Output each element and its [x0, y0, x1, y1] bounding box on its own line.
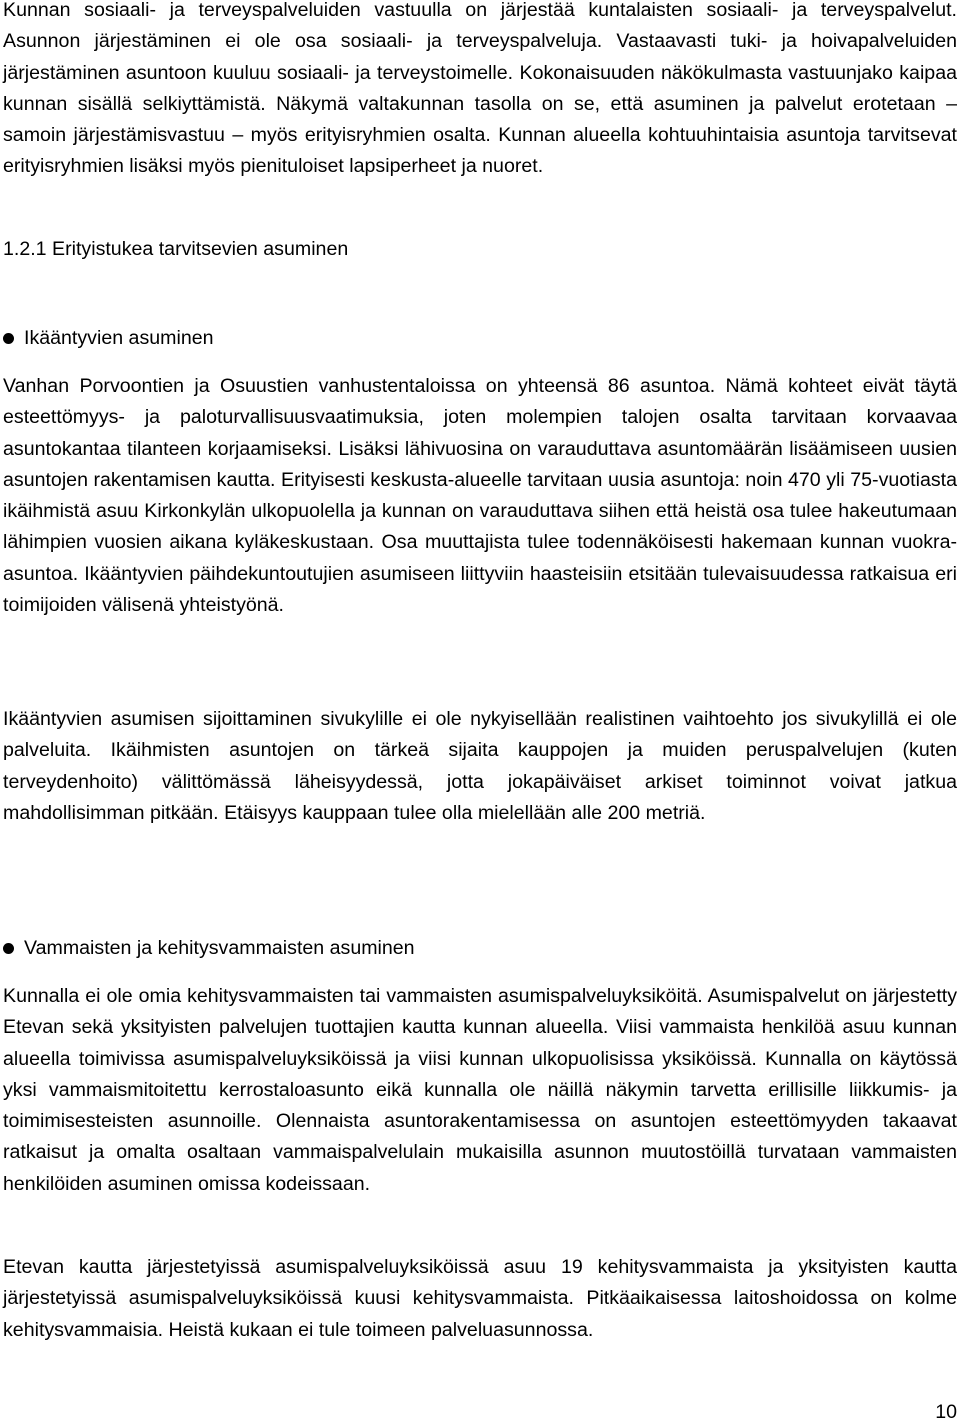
elderly-heading [3, 323, 214, 354]
elderly-paragraph-1: Vanhan Porvoontien ja Osuustien vanhustentaloissa on yhteensä 86 asuntoa. Nämä kohteet eivät täytä esteettömyys- ja paloturvallisuusvaatimuksia, joten molempien talojen osalta tarvitaan korvaavaa asuntokantaa tilanteen korjaamiseksi. Lisäksi lähivuosina on varauduttava asuntomäärän lisäämiseen uusien asuntojen rakentamisen kautta. Erityisesti keskusta-alueelle tarvitaan uusia asuntoja: noin 470 yli 75-vuotiasta ikäihmistä asuu Kirkonkylän ulkopuolella ja kunnan on varauduttava siihen että heistä osa tulee hakeutumaan lähimpien vuosien aikana kyläkeskustaan. Osa muuttajista tulee todennäköisesti hakemaan kunnan vuokra-asuntoa. Ikääntyvien päihdekuntoutujien asumiseen liittyviin haasteisiin etsitään tulevaisuudessa ratkaisua eri toimijoiden välisenä yhteistyönä. [3, 375, 957, 617]
disabled-paragraph-1: Kunnalla ei ole omia kehitysvammaisten tai vammaisten asumispalveluyksiköitä. Asumispalvelut on järjestetty Etevan sekä yksityisten palvelujen tuottajien kautta kunnan alueella. Viisi vammaista henkilöä asuu kunnan alueella toimivissa asumispalveluyksiköissä ja viisi kunnan ulkopuolisissa yksiköissä. Kunnalla on käytössä yksi vammaismitoitettu kerrostaloasunto eikä kunnalla ole näillä näkymin tarvetta erillisille liikkumis- ja toimimisesteisten asunnoille. Olennaista asuntorakentamisessa on asuntojen esteettömyyden takaavat ratkaisut ja omalta osaltaan vammaispalvelulain mukaisilla asunnon muutostöillä turvataan vammaisten henkilöiden asuminen omissa kodeissaan. [3, 985, 957, 1195]
intro-paragraph: Kunnan sosiaali- ja terveyspalveluiden vastuulla on järjestää kuntalaisten sosiaali- ja terveyspalvelut. Asunnon järjestäminen ei ole osa sosiaali- ja terveyspalveluja. Vastaavasti tuki- ja hoivapalveluiden järjestäminen asuntoon kuuluu sosiaali- ja terveystoimelle. Kokonaisuuden näkökulmasta vastuunjako kaipaa kunnan sisällä selkiyttämistä. Näkymä valtakunnan tasolla on se, että asuminen ja palvelut erotetaan – samoin järjestämisvastuu – myös erityisryhmien osalta. Kunnan alueella kohtuuhintaisia asuntoja tarvitsevat erityisryhmien lisäksi myös pienituloiset lapsiperheet ja nuoret. [3, 0, 957, 178]
elderly-heading-label: Ikääntyvien asuminen [24, 327, 214, 349]
disabled-heading-label: Vammaisten ja kehitysvammaisten asuminen [24, 937, 415, 959]
disabled-paragraph-2: Etevan kautta järjestetyissä asumispalveluyksiköissä asuu 19 kehitysvammaista ja yksityisten kautta järjestetyissä asumispalveluyksiköissä kuusi kehitysvammaista. Pitkäaikaisessa laitoshoidossa on kolme kehitysvammaisia. Heistä kukaan ei tule toimeen palveluasunnossa. [3, 1256, 957, 1341]
elderly-paragraph-2: Ikääntyvien asumisen sijoittaminen sivukylille ei ole nykyisellään realistinen vaihtoehto jos sivukylillä ei ole palveluita. Ikäihmisten asuntojen on tärkeä sijaita kauppojen ja muiden peruspalvelujen (kuten terveydenhoito) välittömässä läheisyydessä, jotta jokapäiväiset arkiset toiminnot voivat jatkua mahdollisimman pitkään. Etäisyys kauppaan tulee olla mielellään alle 200 metriä. [3, 708, 957, 824]
bullet-icon [3, 943, 14, 954]
section-heading: 1.2.1 Erityistukea tarvitsevien asuminen [3, 238, 349, 260]
page-number: 10 [935, 1401, 957, 1423]
disabled-heading [3, 933, 415, 964]
bullet-icon [3, 333, 14, 344]
